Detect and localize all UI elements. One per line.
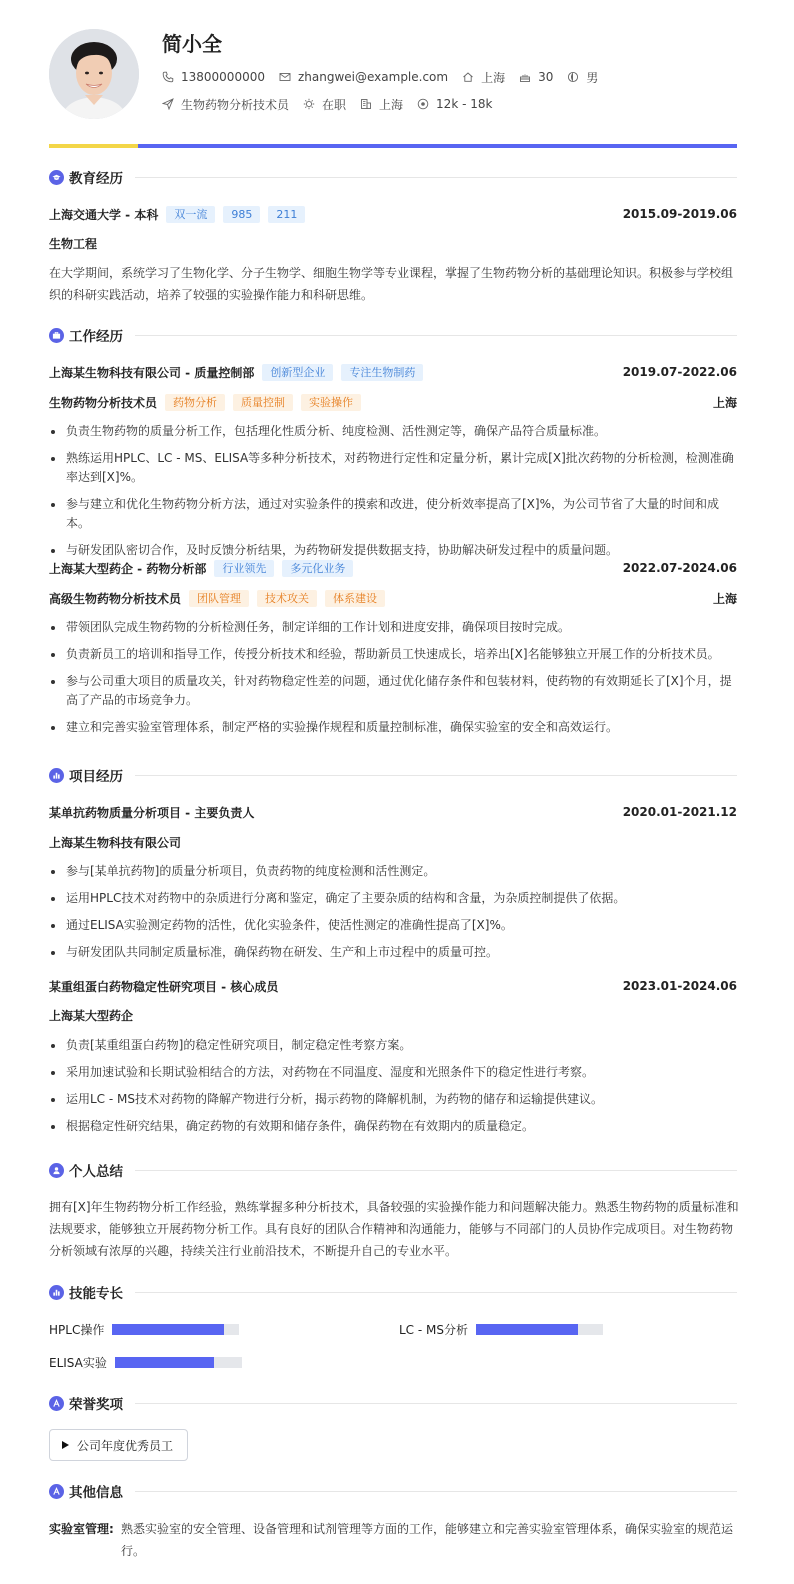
company-name: 上海某大型药企 - 药物分析部 [49, 561, 207, 576]
education-header [49, 204, 737, 224]
position-tag: 质量控制 [233, 394, 293, 411]
section-title: 项目经历 [69, 769, 123, 785]
list-item: 运用LC - MS技术对药物的降解产物进行分析，揭示药物的降解机制，为药物的储存和运输提供建议。 [49, 1090, 739, 1109]
section-title: 教育经历 [69, 171, 123, 187]
section-education [49, 167, 737, 187]
age: 30 [538, 70, 554, 84]
position-tag: 技术攻关 [257, 590, 317, 607]
section-divider [135, 177, 737, 178]
salary-icon [417, 98, 429, 110]
section-work [49, 325, 737, 345]
other-info-item [49, 1518, 739, 1562]
email-info [279, 70, 448, 84]
job-intention-row [162, 94, 506, 114]
skill-bar-fill [115, 1357, 214, 1368]
award-icon [49, 1484, 64, 1499]
project-company: 上海某大型药企 [49, 1008, 134, 1023]
skill-item [399, 1322, 603, 1336]
work-item-1-header [49, 362, 737, 382]
section-projects [49, 765, 737, 785]
skill-bar-fill [112, 1324, 224, 1335]
school-tag: 211 [268, 206, 305, 223]
send-icon [162, 98, 174, 110]
work-item-1-position [49, 392, 737, 412]
section-divider [135, 1491, 737, 1492]
work-location: 上海 [712, 591, 737, 606]
email-address: zhangwei@example.com [297, 70, 449, 84]
project-date: 2023.01-2024.06 [622, 979, 737, 993]
list-item: 采用加速试验和长期试验相结合的方法，对药物在不同温度、湿度和光照条件下的稳定性进行考察。 [49, 1063, 739, 1082]
chart-icon [49, 768, 64, 783]
candidate-name: 简小全 [162, 32, 222, 56]
gender-icon [567, 71, 579, 83]
work-date: 2022.07-2024.06 [622, 561, 737, 575]
skill-name: HPLC操作 [49, 1322, 105, 1337]
section-title: 技能专长 [69, 1286, 123, 1302]
award-item [49, 1429, 188, 1461]
work-city: 上海 [379, 97, 404, 112]
list-item: 带领团队完成生物药物的分析检测任务，制定详细的工作计划和进度安排，确保项目按时完成。 [49, 618, 739, 637]
project-name: 某重组蛋白药物稳定性研究项目 - 核心成员 [49, 979, 279, 994]
work-item-2-position [49, 588, 737, 608]
section-title: 个人总结 [69, 1164, 123, 1180]
award-icon [49, 1396, 64, 1411]
mail-icon [279, 71, 291, 83]
other-info-value: 熟悉实验室的安全管理、设备管理和试剂管理等方面的工作，能够建立和完善实验室管理体系，确保实验室的规范运行。 [121, 1522, 734, 1558]
section-divider [135, 1170, 737, 1171]
company-tag: 行业领先 [214, 560, 274, 577]
section-divider [135, 1403, 737, 1404]
other-info-label: 实验室管理: [49, 1522, 114, 1536]
gender: 男 [586, 70, 599, 85]
chart-icon [49, 1285, 64, 1300]
phone-icon [162, 71, 174, 83]
phone-number: 13800000000 [181, 70, 265, 84]
project-2-company-row [49, 1005, 737, 1025]
avatar [49, 29, 139, 119]
section-title: 荣誉奖项 [69, 1397, 123, 1413]
list-item: 负责[某重组蛋白药物]的稳定性研究项目，制定稳定性考察方案。 [49, 1036, 739, 1055]
skill-bar [115, 1357, 242, 1368]
skill-item [49, 1322, 239, 1336]
project-name: 某单抗药物质量分析项目 - 主要负责人 [49, 805, 255, 820]
project-1-header [49, 802, 737, 822]
section-summary [49, 1160, 737, 1180]
skill-bar [476, 1324, 603, 1335]
skill-name: LC - MS分析 [399, 1322, 468, 1337]
avatar-portrait-icon [49, 29, 139, 119]
section-divider [135, 335, 737, 336]
skill-bar-fill [476, 1324, 578, 1335]
list-item: 负责新员工的培训和指导工作，传授分析技术和经验，帮助新员工快速成长，培养出[X]名能够独立开展工作的分析技术员。 [49, 645, 739, 664]
position-tag: 药物分析 [165, 394, 225, 411]
work-item-2-bullets [49, 618, 739, 737]
project-company: 上海某生物科技有限公司 [49, 835, 182, 850]
expected-salary: 12k - 18k [436, 97, 493, 111]
position-title: 高级生物药物分析技术员 [49, 591, 182, 606]
company-tag: 专注生物制药 [341, 364, 423, 381]
city: 上海 [481, 70, 506, 85]
play-icon [62, 1441, 69, 1449]
salary-info [417, 97, 492, 111]
work-location: 上海 [712, 395, 737, 410]
list-item: 通过ELISA实验测定药物的活性，优化实验条件，使活性测定的准确性提高了[X]%。 [49, 916, 739, 935]
major: 生物工程 [49, 236, 98, 251]
skill-name: ELISA实验 [49, 1355, 107, 1370]
section-awards [49, 1393, 737, 1413]
work-item-2-header [49, 558, 737, 578]
education-description: 在大学期间，系统学习了生物化学、分子生物学、细胞生物学等专业课程，掌握了生物药物分析的基础理论知识。积极参与学校组织的科研实践活动，培养了较强的实验操作能力和科研思维。 [49, 266, 734, 302]
project-1-company-row [49, 832, 737, 852]
contact-row [162, 67, 612, 87]
list-item: 参与[某单抗药物]的质量分析项目，负责药物的纯度检测和活性测定。 [49, 862, 739, 881]
section-other [49, 1481, 737, 1501]
school-tag: 双一流 [166, 206, 215, 223]
company-tag: 创新型企业 [262, 364, 333, 381]
work-date: 2019.07-2022.06 [622, 365, 737, 379]
position-tag: 实验操作 [301, 394, 361, 411]
phone-info [162, 70, 265, 84]
city-info [462, 69, 505, 86]
section-divider [135, 775, 737, 776]
section-divider [135, 1292, 737, 1293]
project-2-bullets [49, 1036, 739, 1136]
user-icon [49, 1163, 64, 1178]
summary-text: 拥有[X]年生物药物分析工作经验，熟练掌握多种分析技术，具备较强的实验操作能力和问题解决能力。熟悉生物药物的质量标准和法规要求，能够独立开展药物分析工作。具有良好的团队合作精神和沟通能力，能够与不同部门的人员协作完成项目。对生物药物分析领域有浓厚的兴趣，持续关注行业前沿技术，不断提升自己的专业水平。 [49, 1200, 739, 1258]
age-info [519, 70, 553, 84]
briefcase-icon [49, 328, 64, 343]
employment-status: 在职 [322, 97, 347, 112]
list-item: 与研发团队密切合作，及时反馈分析结果，为药物研发提供数据支持，协助解决研发过程中的质量问题。 [49, 541, 739, 560]
project-date: 2020.01-2021.12 [622, 805, 737, 819]
list-item: 参与建立和优化生物药物分析方法，通过对实验条件的摸索和改进，使分析效率提高了[X]%，为公司节省了大量的时间和成本。 [49, 495, 739, 533]
section-skills [49, 1282, 737, 1302]
project-2-header [49, 976, 737, 996]
status-icon [303, 98, 315, 110]
work-city-info [360, 96, 403, 113]
education-date: 2015.09-2019.06 [622, 207, 737, 221]
list-item: 熟练运用HPLC、LC - MS、ELISA等多种分析技术，对药物进行定性和定量分析，累计完成[X]批次药物的分析检测，检测准确率达到[X]%。 [49, 449, 739, 487]
job-title: 生物药物分析技术员 [181, 97, 290, 112]
header-band-yellow [49, 144, 138, 148]
status-info [303, 96, 346, 113]
list-item: 与研发团队共同制定质量标准，确保药物在研发、生产和上市过程中的质量可控。 [49, 943, 739, 962]
header-band-blue [138, 144, 737, 148]
section-title: 工作经历 [69, 329, 123, 345]
award-name: 公司年度优秀员工 [77, 1438, 174, 1453]
work-item-1-bullets [49, 422, 739, 560]
job-title-info [162, 96, 289, 113]
list-item: 运用HPLC技术对药物中的杂质进行分离和鉴定，确定了主要杂质的结构和含量，为杂质控制提供了依据。 [49, 889, 739, 908]
section-title: 其他信息 [69, 1485, 123, 1501]
list-item: 建立和完善实验室管理体系，制定严格的实验操作规程和质量控制标准，确保实验室的安全和高效运行。 [49, 718, 739, 737]
home-icon [462, 71, 474, 83]
list-item: 参与公司重大项目的质量攻关，针对药物稳定性差的问题，通过优化储存条件和包装材料，使药物的有效期延长了[X]个月，提高了产品的市场竞争力。 [49, 672, 739, 710]
company-tag: 多元化业务 [282, 560, 353, 577]
graduation-cap-icon [49, 170, 64, 185]
building-icon [360, 98, 372, 110]
school-tag: 985 [223, 206, 260, 223]
skill-item [49, 1355, 242, 1369]
school-name: 上海交通大学 - 本科 [49, 207, 159, 222]
position-tag: 体系建设 [325, 590, 385, 607]
skill-bar [112, 1324, 239, 1335]
cake-icon [519, 71, 531, 83]
education-major-row [49, 233, 737, 253]
company-name: 上海某生物科技有限公司 - 质量控制部 [49, 365, 255, 380]
project-1-bullets [49, 862, 739, 962]
gender-info [567, 69, 598, 86]
list-item: 负责生物药物的质量分析工作，包括理化性质分析、纯度检测、活性测定等，确保产品符合质量标准。 [49, 422, 739, 441]
position-tag: 团队管理 [189, 590, 249, 607]
list-item: 根据稳定性研究结果，确定药物的有效期和储存条件，确保药物在有效期内的质量稳定。 [49, 1117, 739, 1136]
position-title: 生物药物分析技术员 [49, 395, 158, 410]
